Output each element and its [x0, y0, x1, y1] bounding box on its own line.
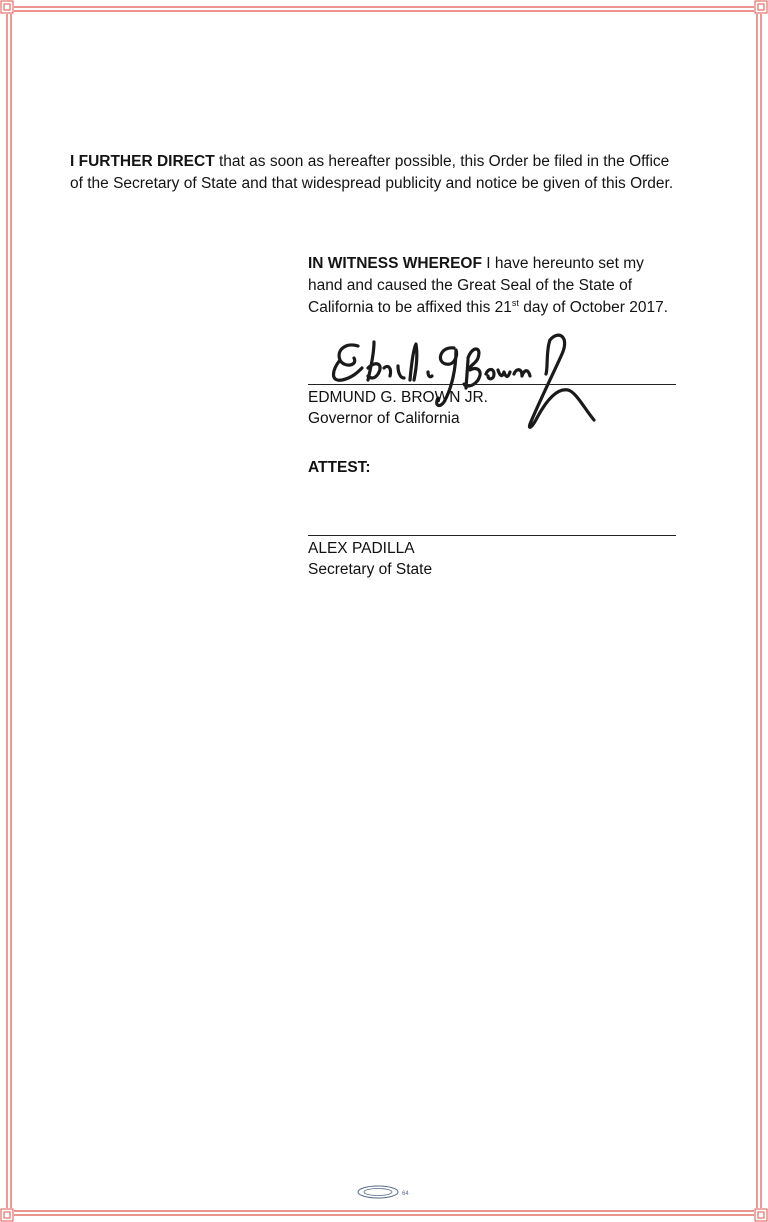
governor-block	[308, 387, 488, 429]
printer-logo-icon	[356, 1184, 420, 1200]
further-direct-lead: I FURTHER DIRECT	[70, 153, 215, 170]
secretary-signature-line	[308, 535, 676, 536]
witness-tail: day of October 2017.	[518, 299, 669, 316]
witness-lead: IN WITNESS WHEREOF	[308, 255, 482, 272]
secretary-block	[308, 538, 432, 580]
witness-body: I have hereunto set my hand and caused the Great Seal of the State of California to be affixed this 21	[308, 255, 644, 316]
page-number: 64	[402, 1191, 409, 1197]
further-direct-paragraph	[70, 151, 680, 195]
secretary-title: Secretary of State	[308, 561, 433, 578]
governor-signature-line	[308, 384, 676, 385]
secretary-name: ALEX PADILLA	[308, 540, 415, 557]
governor-name: EDMUND G. BROWN JR.	[308, 389, 488, 406]
witness-paragraph	[308, 253, 678, 319]
attest-label: ATTEST:	[308, 459, 371, 476]
witness-ordinal: st	[511, 298, 519, 308]
governor-title: Governor of California	[308, 410, 460, 427]
printer-union-mark	[356, 1184, 420, 1205]
further-direct-body: that as soon as hereafter possible, this Order be filed in the Office of the Secretary of State and that widespread publicity and notice be given of this Order.	[70, 153, 674, 192]
